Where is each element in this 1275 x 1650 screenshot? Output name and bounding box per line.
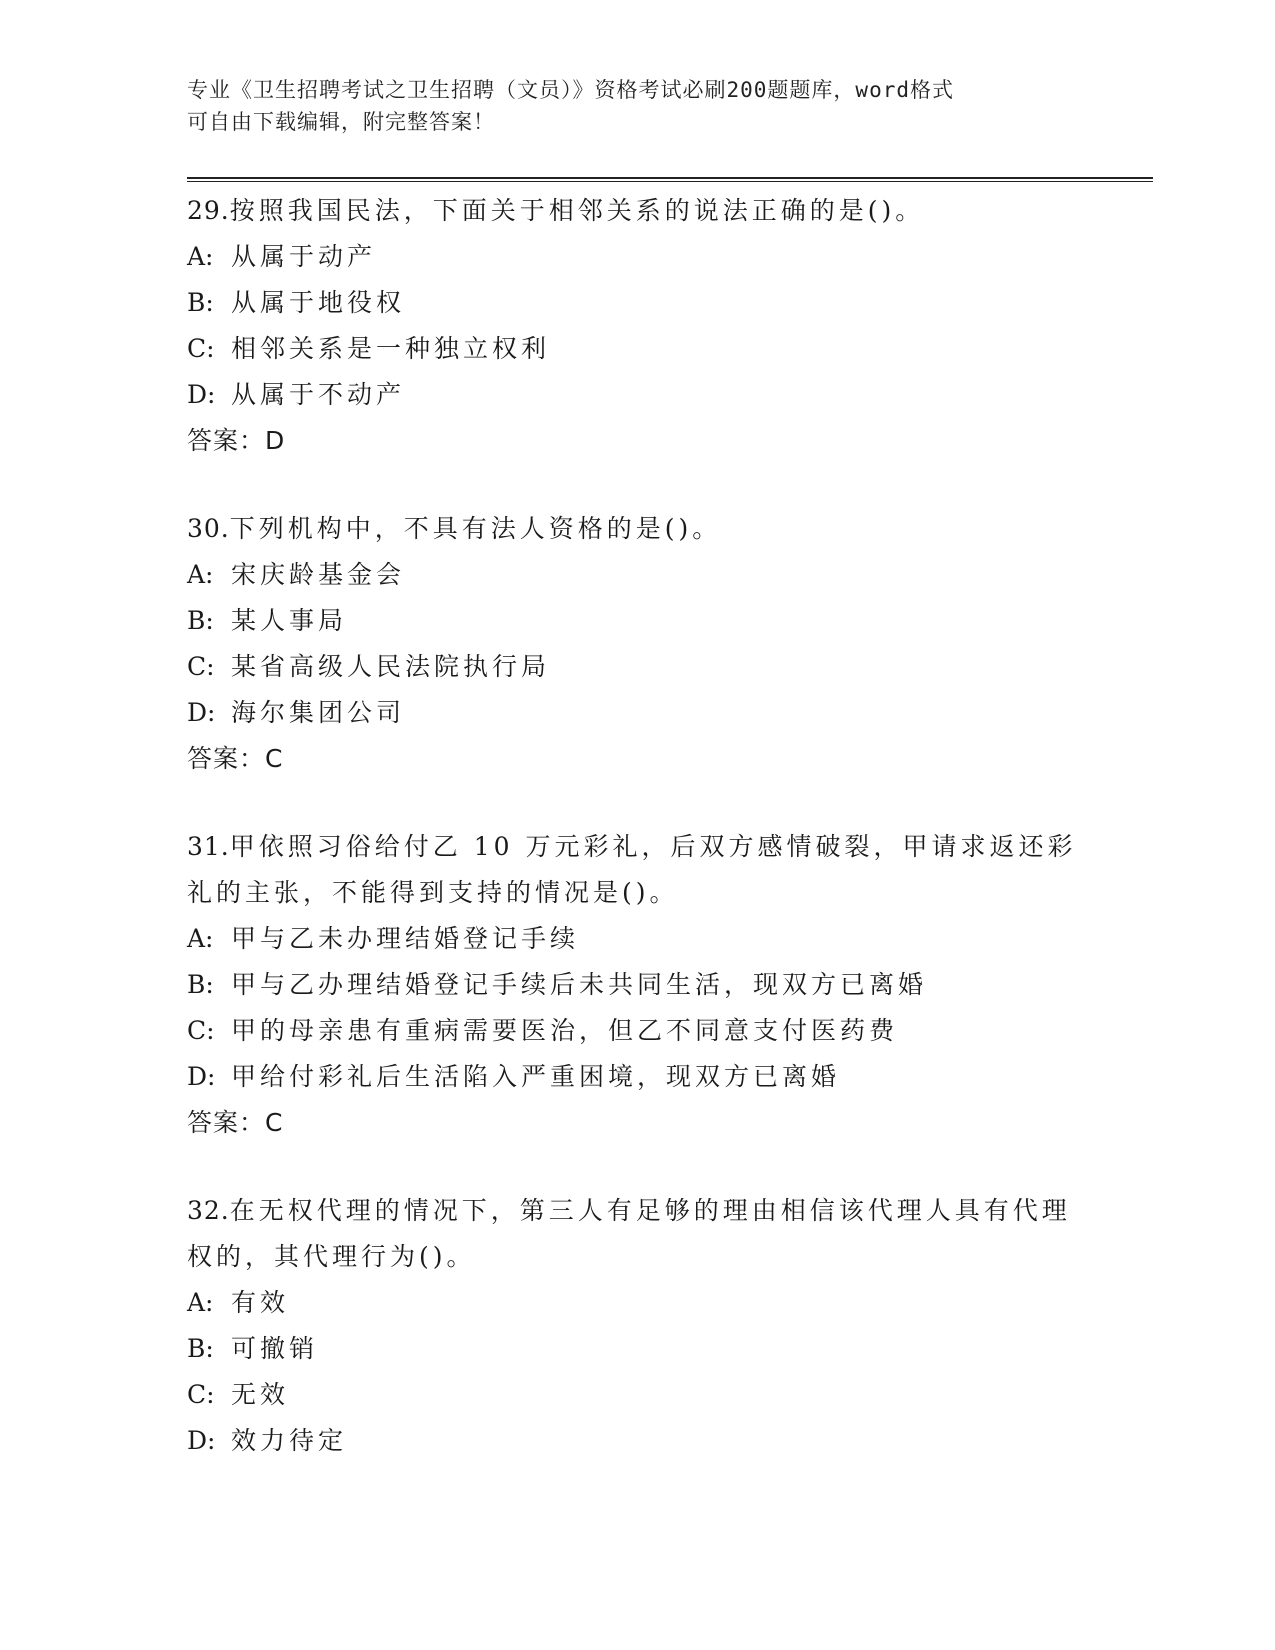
answer: 答案：D [187,426,286,455]
document-header [187,74,1087,138]
option-text: 从属于动产 [231,242,377,271]
option-c [187,326,1107,372]
question-stem [187,506,1107,552]
option-text: 从属于地役权 [231,288,406,317]
option-text: 甲与乙未办理结婚登记手续 [231,924,580,953]
option-text: 有效 [231,1288,290,1317]
option-b [187,962,1107,1008]
option-letter: B: [187,288,214,317]
header-line-2: 可自由下载编辑，附完整答案！ [187,110,495,134]
option-letter: A: [187,560,214,589]
question-number: 29. [187,196,230,225]
option-c [187,1008,1107,1054]
question-1 [187,188,1107,464]
header-line-1: 专业《卫生招聘考试之卫生招聘（文员）》资格考试必刷200题题库，word格式 [187,78,954,102]
option-letter: D: [187,698,216,727]
question-stem [187,824,1107,870]
option-a [187,552,1107,598]
option-b [187,280,1107,326]
question-stem-text: 甲依照习俗给付乙 10 万元彩礼，后双方感情破裂，甲请求返还彩 [229,832,1077,861]
option-letter: A: [187,924,214,953]
option-d [187,1418,1107,1464]
option-letter: B: [187,970,214,999]
option-b [187,598,1107,644]
option-a [187,916,1107,962]
option-text: 无效 [231,1380,290,1409]
option-letter: C: [187,1380,215,1409]
question-3 [187,824,1107,1146]
question-stem [187,188,1107,234]
option-text: 甲给付彩礼后生活陷入严重困境，现双方已离婚 [231,1062,841,1091]
question-number: 31. [187,832,230,861]
option-d [187,372,1107,418]
question-4 [187,1188,1107,1464]
option-letter: C: [187,1016,215,1045]
option-text: 可撤销 [231,1334,319,1363]
option-c [187,644,1107,690]
question-2 [187,506,1107,782]
option-letter: D: [187,1426,216,1455]
option-text: 宋庆龄基金会 [231,560,406,589]
question-stem-text: 在无权代理的情况下，第三人有足够的理由相信该代理人具有代理 [229,1196,1071,1225]
option-text: 海尔集团公司 [231,698,406,727]
option-text: 从属于不动产 [231,380,406,409]
answer: 答案：C [187,744,284,773]
question-list [187,188,1107,1506]
option-letter: C: [187,334,215,363]
option-letter: B: [187,606,214,635]
option-d [187,1054,1107,1100]
question-stem-text: 下列机构中，不具有法人资格的是()。 [229,514,722,543]
question-stem-text: 按照我国民法，下面关于相邻关系的说法正确的是()。 [229,196,925,225]
option-letter: D: [187,380,216,409]
option-text: 相邻关系是一种独立权利 [231,334,551,363]
option-text: 甲与乙办理结婚登记手续后未共同生活，现双方已离婚 [231,970,928,999]
question-stem-text: 权的，其代理行为()。 [187,1242,476,1271]
option-text: 效力待定 [231,1426,348,1455]
option-d [187,690,1107,736]
option-letter: D: [187,1062,216,1091]
option-a [187,234,1107,280]
question-number: 32. [187,1196,230,1225]
question-stem [187,1188,1107,1234]
option-letter: A: [187,242,214,271]
answer: 答案：C [187,1108,284,1137]
option-text: 甲的母亲患有重病需要医治，但乙不同意支付医药费 [231,1016,899,1045]
header-divider [187,177,1153,182]
option-letter: C: [187,652,215,681]
option-b [187,1326,1107,1372]
option-text: 某省高级人民法院执行局 [231,652,551,681]
option-letter: A: [187,1288,214,1317]
question-stem [187,870,1107,916]
option-letter: B: [187,1334,214,1363]
question-stem-text: 礼的主张，不能得到支持的情况是()。 [187,878,679,907]
option-c [187,1372,1107,1418]
question-stem [187,1234,1107,1280]
option-a [187,1280,1107,1326]
question-number: 30. [187,514,230,543]
option-text: 某人事局 [231,606,348,635]
